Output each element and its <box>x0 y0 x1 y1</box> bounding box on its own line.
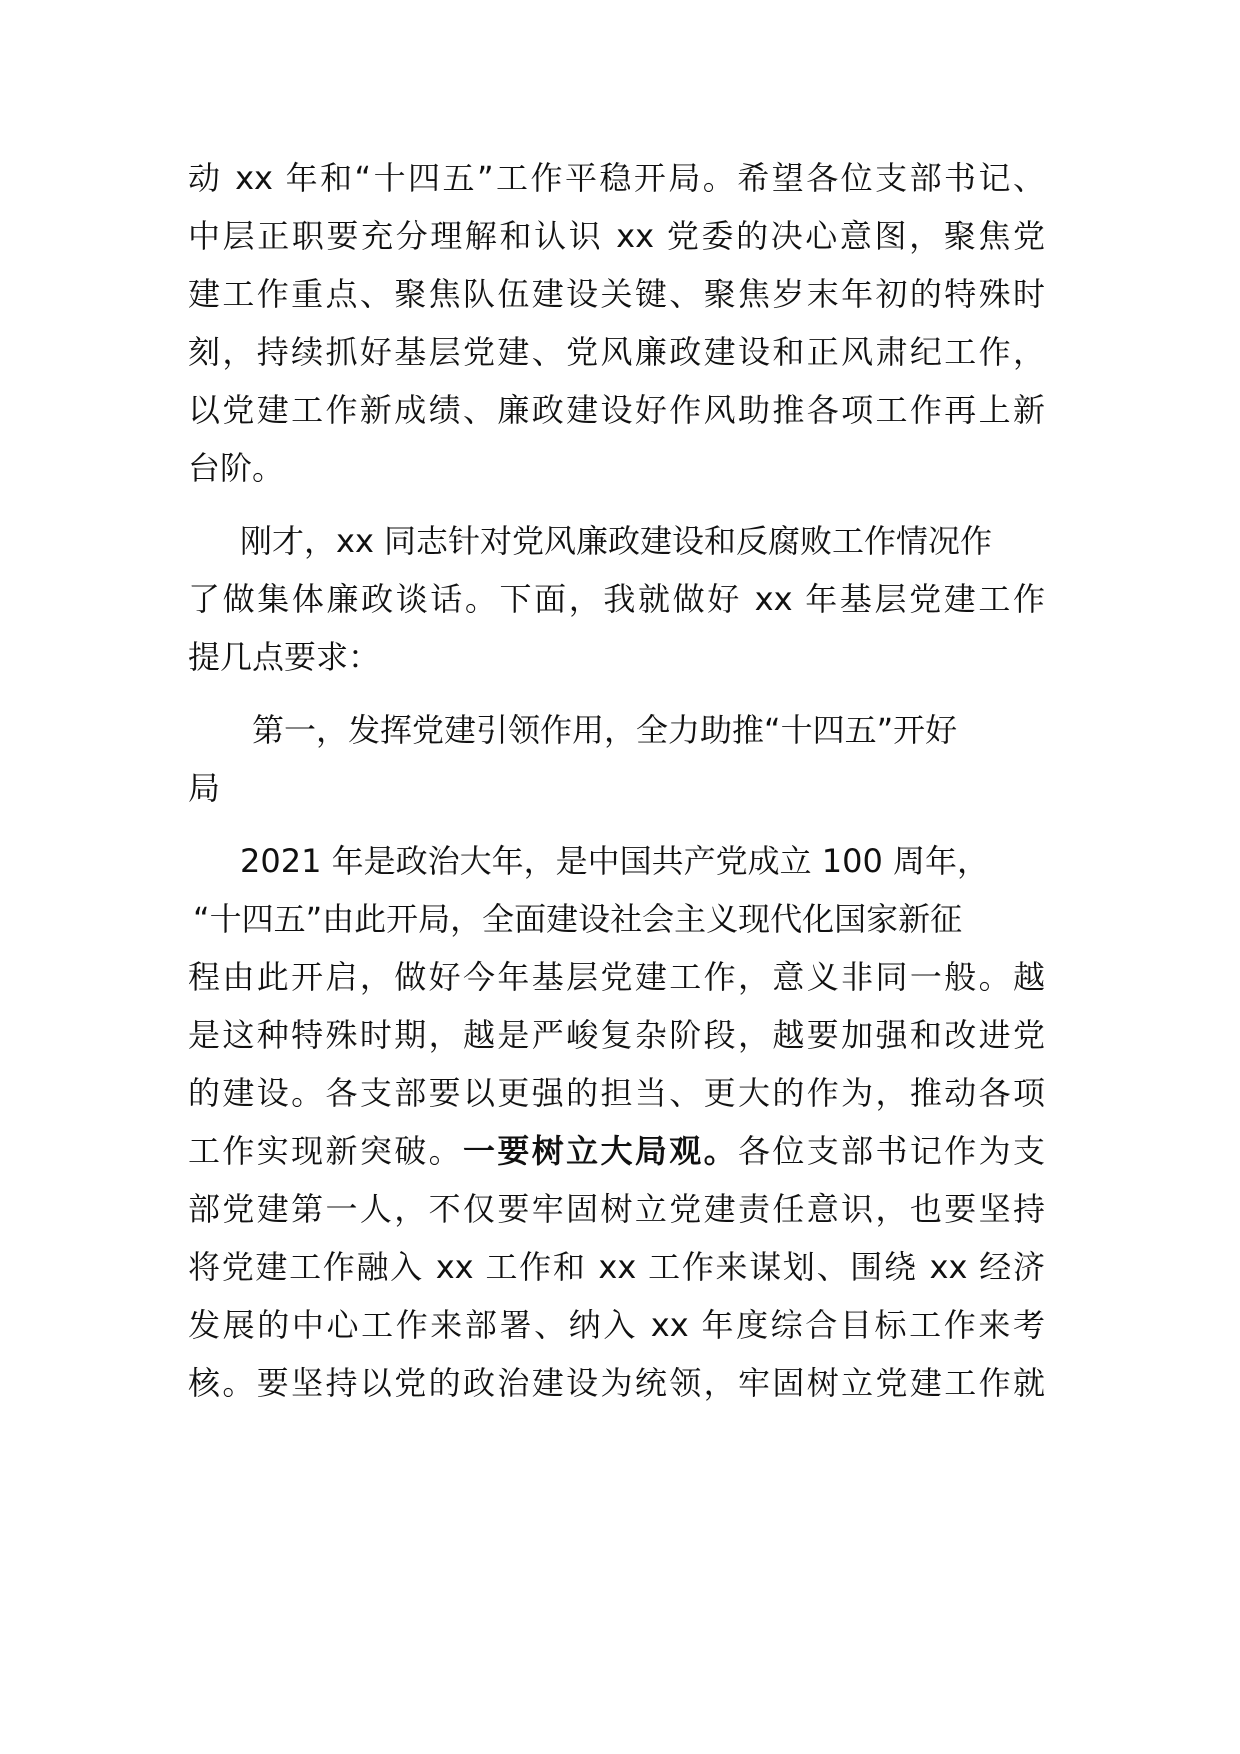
text-line: 部党建第一人，不仅要牢固树立党建责任意识，也要坚持 <box>188 1190 1045 1228</box>
text-line: 将党建工作融入 xx 工作和 xx 工作来谋划、围绕 xx 经济 <box>188 1248 1045 1286</box>
text-line: 刻，持续抓好基层党建、党风廉政建设和正风肃纪工作， <box>188 333 1045 371</box>
text-line: 的建设。各支部要以更强的担当、更大的作为，推动各项 <box>188 1074 1045 1112</box>
section-heading-line: 局 <box>188 769 221 807</box>
text-line: 2021 年是政治大年，是中国共产党成立 100 周年， <box>240 842 990 880</box>
text-line: 台阶。 <box>188 449 285 487</box>
text-line: 核。要坚持以党的政治建设为统领，牢固树立党建工作就 <box>188 1364 1045 1402</box>
text-line: “十四五”由此开局，全面建设社会主义现代化国家新征 <box>193 900 963 938</box>
bold-emphasis: 一要树立大局观。 <box>463 1132 738 1170</box>
text-line: 提几点要求： <box>188 638 381 676</box>
text-line: 动 xx 年和“十四五”工作平稳开局。希望各位支部书记、 <box>188 159 1045 197</box>
text-line: 中层正职要充分理解和认识 xx 党委的决心意图，聚焦党 <box>188 217 1045 255</box>
text-line: 以党建工作新成绩、廉政建设好作风助推各项工作再上新 <box>188 391 1045 429</box>
text-line: 建工作重点、聚焦队伍建设关键、聚焦岁末年初的特殊时 <box>188 275 1045 313</box>
section-heading-line: 第一，发挥党建引领作用，全力助推“十四五”开好 <box>252 711 958 749</box>
text-line-mixed <box>188 1131 1045 1171</box>
text-run: 工作实现新突破。 <box>188 1132 463 1170</box>
text-line: 刚才，xx 同志针对党风廉政建设和反腐败工作情况作 <box>240 522 993 560</box>
text-line: 了做集体廉政谈话。下面，我就做好 xx 年基层党建工作 <box>188 580 1045 618</box>
text-run: 各位支部书记作为支 <box>738 1132 1045 1170</box>
text-line: 程由此开启，做好今年基层党建工作，意义非同一般。越 <box>188 958 1045 996</box>
text-line: 发展的中心工作来部署、纳入 xx 年度综合目标工作来考 <box>188 1306 1045 1344</box>
text-line: 是这种特殊时期，越是严峻复杂阶段，越要加强和改进党 <box>188 1016 1045 1054</box>
